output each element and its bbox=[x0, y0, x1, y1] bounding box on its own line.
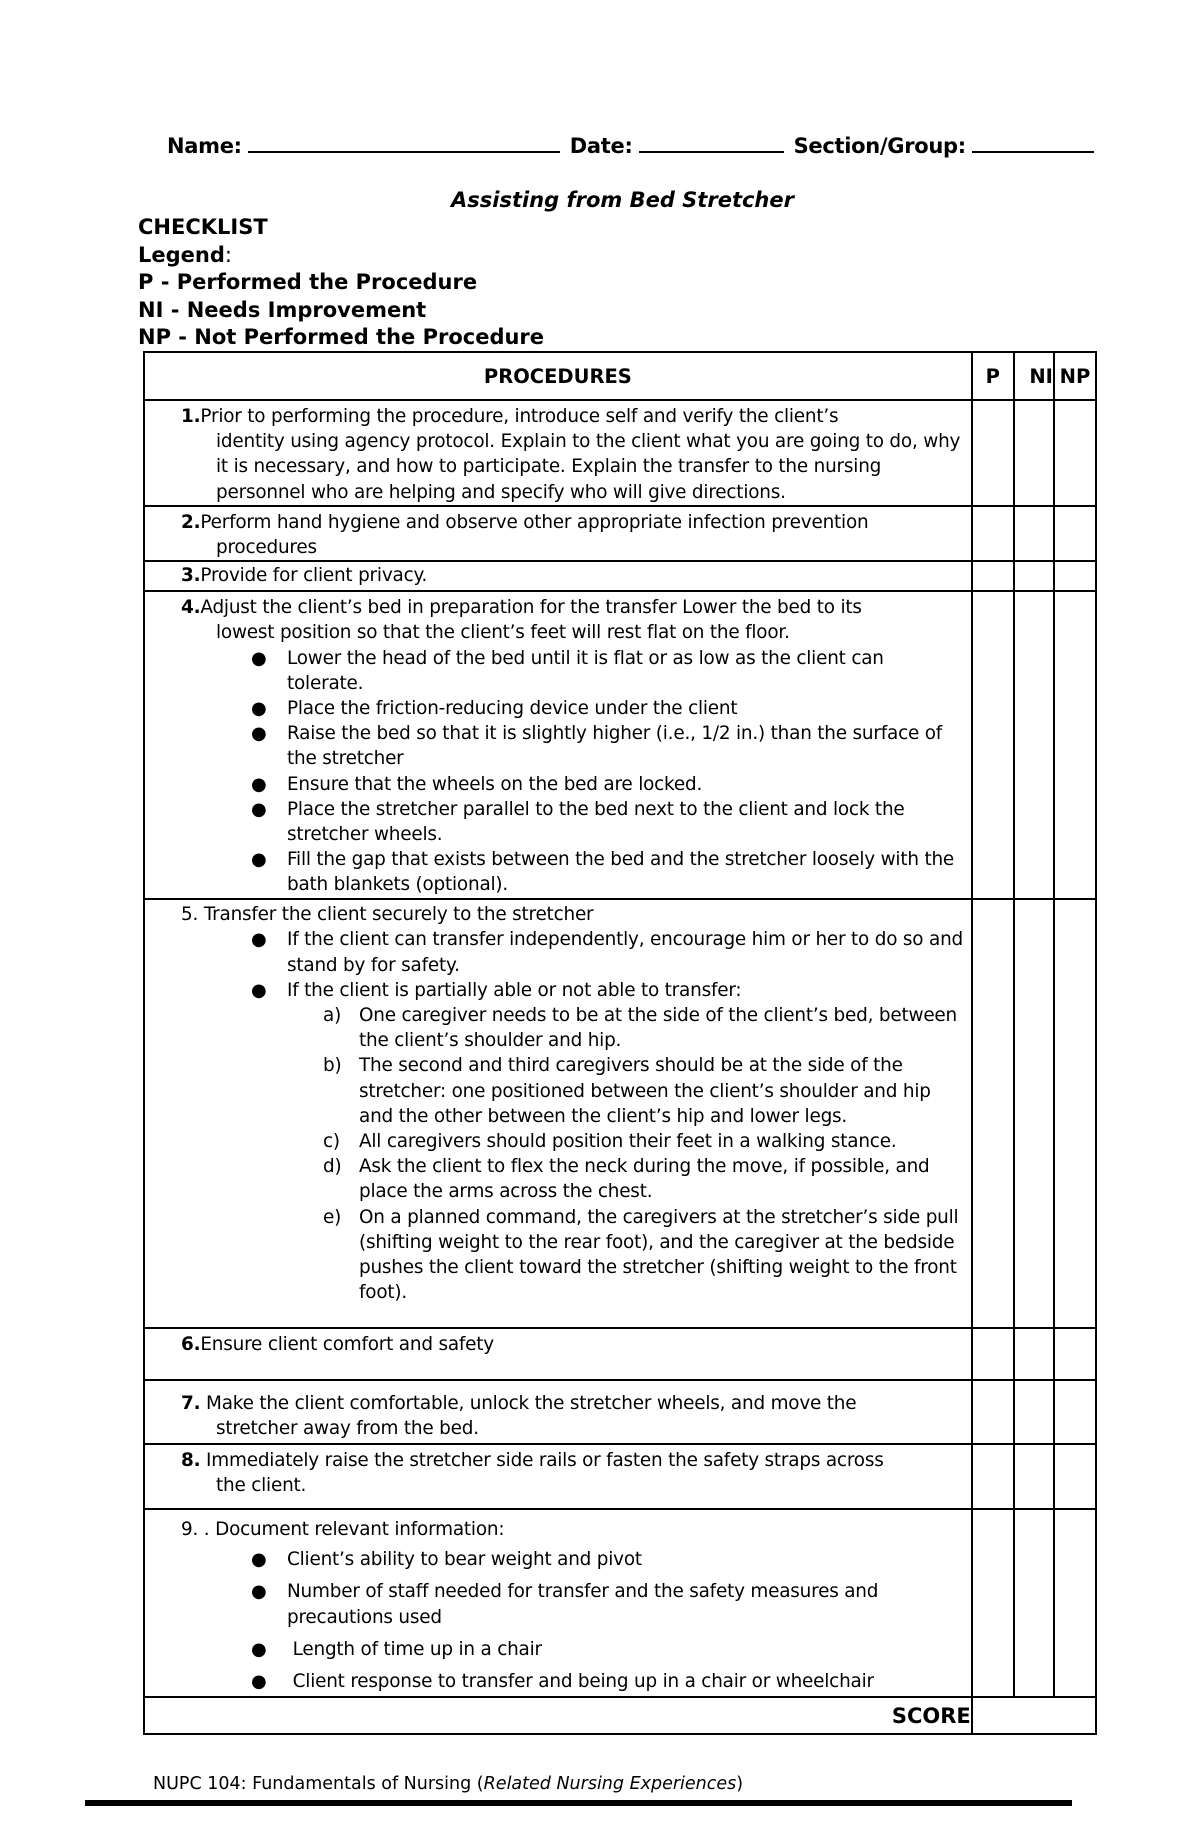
step-text: Document relevant information: bbox=[215, 1519, 505, 1541]
list-item: c) All caregivers should position their feet in a walking stance. bbox=[323, 1131, 897, 1153]
step-text-cont: lowest position so that the client’s feet will rest flat on the floor. bbox=[216, 622, 790, 644]
col-ni: NI bbox=[1014, 352, 1054, 400]
date-label: Date: bbox=[569, 134, 633, 158]
step-text: Immediately raise the stretcher side rails or fasten the safety straps across bbox=[206, 1450, 884, 1472]
checklist-heading: CHECKLIST bbox=[138, 215, 268, 239]
step-bullets bbox=[145, 927, 971, 1003]
list-item: a) One caregiver needs to be at the side of the client’s bed, between the client’s shoulder and hip. bbox=[323, 1005, 958, 1052]
bullet-icon: ● bbox=[251, 1671, 267, 1693]
step-number: 3. bbox=[181, 565, 201, 587]
step-number: 4. bbox=[181, 597, 201, 619]
bullet-icon: ● bbox=[251, 1549, 267, 1571]
check-p[interactable] bbox=[972, 1328, 1014, 1380]
step-text: Perform hand hygiene and observe other appropriate infection prevention bbox=[200, 511, 869, 533]
step-number: 6. bbox=[181, 1334, 201, 1356]
step-bullets bbox=[145, 1547, 971, 1695]
bullet-icon: ● bbox=[251, 723, 267, 745]
step-number: 8. bbox=[181, 1450, 201, 1472]
table-row bbox=[144, 561, 1096, 591]
step-text: Ensure client comfort and safety bbox=[200, 1334, 494, 1356]
step-text: Transfer the client securely to the stretcher bbox=[203, 904, 594, 926]
col-procedures: PROCEDURES bbox=[144, 352, 972, 400]
page-title: Assisting from Bed Stretcher bbox=[451, 188, 794, 212]
step-number: 9. . bbox=[181, 1519, 210, 1541]
step-number: 2. bbox=[181, 511, 201, 533]
bullet-icon: ● bbox=[251, 773, 267, 795]
score-label: SCORE bbox=[144, 1697, 972, 1734]
list-item: ● Place the friction-reducing device under the client bbox=[287, 696, 965, 721]
list-item: d) Ask the client to flex the neck during the move, if possible, and place the arms across the chest. bbox=[323, 1156, 930, 1203]
step-text: Make the client comfortable, unlock the stretcher wheels, and move the bbox=[206, 1393, 857, 1415]
sub-steps bbox=[145, 1003, 971, 1305]
legend-label: Legend: bbox=[138, 242, 232, 267]
bullet-icon: ● bbox=[251, 698, 267, 720]
check-ni[interactable] bbox=[1014, 1328, 1054, 1380]
check-ni[interactable] bbox=[1014, 1444, 1054, 1509]
check-p[interactable] bbox=[972, 1380, 1014, 1444]
check-p[interactable] bbox=[972, 1444, 1014, 1509]
step-text-cont: procedures bbox=[216, 537, 317, 559]
list-item: e) On a planned command, the caregivers at the stretcher’s side pull (shifting weight to the rear foot), and the caregiver at the bedside pushes the client toward the stretcher (shifting weight to the front foot). bbox=[323, 1206, 959, 1304]
table-row bbox=[144, 1444, 1096, 1509]
bullet-icon: ● bbox=[251, 849, 267, 871]
step-bullets bbox=[145, 646, 971, 898]
list-item: ● Ensure that the wheels on the bed are locked. bbox=[287, 772, 965, 797]
table-row bbox=[144, 400, 1096, 506]
bullet-icon: ● bbox=[251, 929, 267, 951]
checklist-table bbox=[143, 351, 1097, 1735]
check-np[interactable] bbox=[1054, 1509, 1096, 1697]
step-text: Provide for client privacy. bbox=[200, 565, 428, 587]
check-ni[interactable] bbox=[1014, 506, 1054, 561]
legend bbox=[138, 214, 544, 352]
check-np[interactable] bbox=[1054, 400, 1096, 506]
list-item: ● If the client can transfer independently, encourage him or her to do so and stand by for safety. bbox=[251, 929, 963, 976]
bullet-icon: ● bbox=[251, 647, 267, 669]
step-text-cont: the client. bbox=[216, 1475, 307, 1497]
check-p[interactable] bbox=[972, 899, 1014, 1328]
list-item: ● Number of staff needed for transfer and the safety measures and precautions used bbox=[251, 1581, 879, 1629]
col-p: P bbox=[972, 352, 1014, 400]
step-number: 7. bbox=[181, 1393, 201, 1415]
check-np[interactable] bbox=[1054, 1380, 1096, 1444]
check-np[interactable] bbox=[1054, 506, 1096, 561]
name-label: Name: bbox=[167, 134, 242, 158]
check-np[interactable] bbox=[1054, 1444, 1096, 1509]
table-row bbox=[144, 506, 1096, 561]
check-np[interactable] bbox=[1054, 591, 1096, 899]
table-row bbox=[144, 591, 1096, 899]
legend-item: NP - Not Performed the Procedure bbox=[138, 325, 545, 349]
header-fields bbox=[167, 131, 1077, 158]
list-item: ● Lower the head of the bed until it is flat or as low as the client can tolerate. bbox=[251, 647, 884, 694]
step-number: 5. bbox=[181, 904, 199, 926]
table-header-row bbox=[144, 352, 1096, 400]
step-text: Adjust the client’s bed in preparation for the transfer Lower the bed to its bbox=[200, 597, 862, 619]
list-item: ● Fill the gap that exists between the bed and the stretcher loosely with the bath blankets (optional). bbox=[251, 849, 955, 896]
check-p[interactable] bbox=[972, 591, 1014, 899]
table-row bbox=[144, 899, 1096, 1328]
bullet-icon: ● bbox=[251, 1581, 267, 1603]
section-field[interactable] bbox=[972, 131, 1094, 153]
name-field[interactable] bbox=[248, 131, 560, 153]
table-row bbox=[144, 1380, 1096, 1444]
check-p[interactable] bbox=[972, 561, 1014, 591]
legend-item: P - Performed the Procedure bbox=[138, 270, 478, 294]
list-item: ● Length of time up in a chair bbox=[287, 1637, 965, 1663]
step-text: Prior to performing the procedure, introduce self and verify the client’s bbox=[200, 406, 839, 427]
check-np[interactable] bbox=[1054, 1328, 1096, 1380]
check-p[interactable] bbox=[972, 400, 1014, 506]
check-np[interactable] bbox=[1054, 899, 1096, 1328]
list-item: ● Client’s ability to bear weight and pivot bbox=[287, 1547, 965, 1573]
check-p[interactable] bbox=[972, 506, 1014, 561]
list-item: ● Place the stretcher parallel to the bed next to the client and lock the stretcher wheels. bbox=[251, 798, 905, 846]
date-field[interactable] bbox=[639, 131, 784, 153]
score-value-field[interactable] bbox=[972, 1697, 1096, 1734]
footer-course: NUPC 104: Fundamentals of Nursing (Related Nursing Experiences) bbox=[153, 1774, 744, 1794]
col-np: NP bbox=[1054, 352, 1096, 400]
legend-item: NI - Needs Improvement bbox=[138, 297, 427, 322]
check-ni[interactable] bbox=[1014, 899, 1054, 1328]
step-text-cont: identity using agency protocol. Explain to the client what you are going to do, why it is necessary, and how to participate. Explain the transfer to the nursing personnel who are helping and specify who will give directions. bbox=[216, 431, 961, 503]
check-ni[interactable] bbox=[1014, 1380, 1054, 1444]
section-label: Section/Group: bbox=[793, 134, 966, 158]
list-item: ● If the client is partially able or not able to transfer: bbox=[287, 978, 965, 1003]
footer-rule bbox=[85, 1800, 1072, 1806]
bullet-icon: ● bbox=[251, 798, 267, 820]
list-item: ● Raise the bed so that it is slightly higher (i.e., 1/2 in.) than the surface of the stretcher bbox=[251, 723, 943, 770]
bullet-icon: ● bbox=[251, 1639, 267, 1661]
bullet-icon: ● bbox=[251, 979, 267, 1001]
check-ni[interactable] bbox=[1014, 1509, 1054, 1697]
check-ni[interactable] bbox=[1014, 561, 1054, 591]
table-row bbox=[144, 1328, 1096, 1380]
check-p[interactable] bbox=[972, 1509, 1014, 1697]
list-item: ● Client response to transfer and being up in a chair or wheelchair bbox=[287, 1669, 965, 1695]
check-np[interactable] bbox=[1054, 561, 1096, 591]
list-item: b) The second and third caregivers should be at the side of the stretcher: one positioned between the client’s shoulder and hip and the other between the client’s hip and lower legs. bbox=[323, 1055, 931, 1127]
table-row bbox=[144, 1509, 1096, 1697]
check-ni[interactable] bbox=[1014, 591, 1054, 899]
check-ni[interactable] bbox=[1014, 400, 1054, 506]
score-row bbox=[144, 1697, 1096, 1734]
step-text-cont: stretcher away from the bed. bbox=[216, 1418, 479, 1440]
step-number: 1. bbox=[181, 406, 201, 427]
